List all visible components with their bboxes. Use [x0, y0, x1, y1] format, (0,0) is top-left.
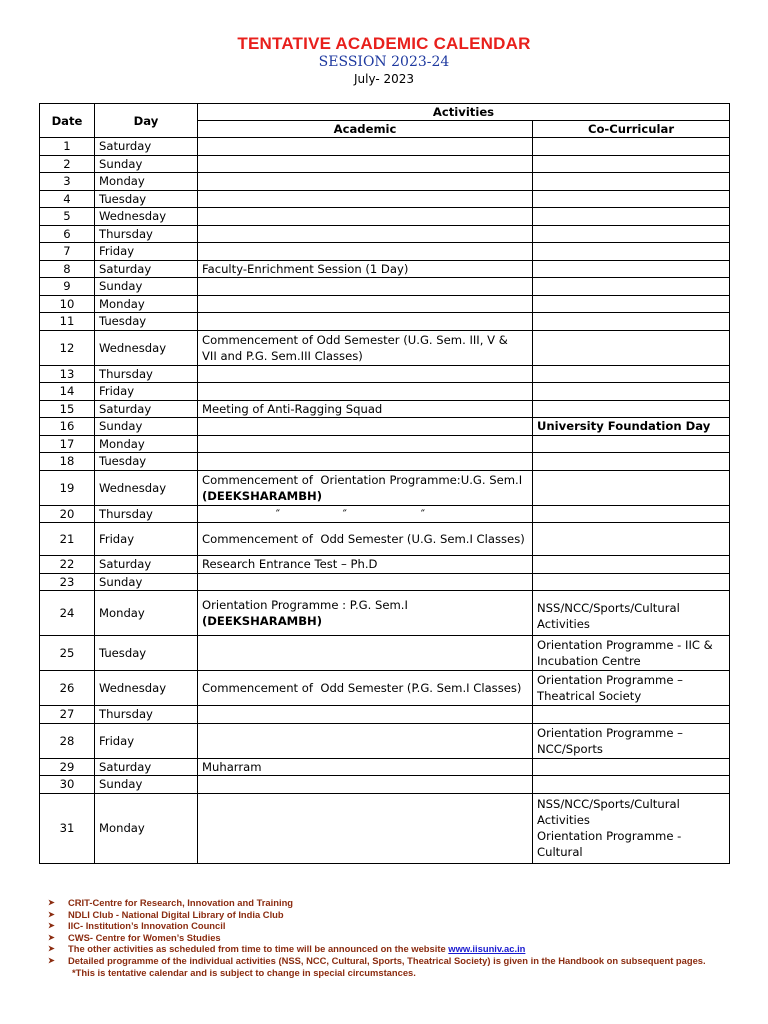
row-cocurricular — [533, 435, 730, 453]
row-academic — [198, 400, 533, 418]
footnotes — [48, 897, 706, 978]
academic-line: VII and P.G. Sem.III Classes) — [202, 348, 363, 363]
footnote-item — [48, 909, 706, 921]
row-cocurricular — [533, 313, 730, 331]
row-day: Sunday — [95, 278, 198, 296]
bullet-icon: ➤ — [48, 932, 55, 942]
academic-line: ″ ″ ″ — [202, 506, 426, 521]
row-day: Sunday — [95, 418, 198, 436]
academic-line: Commencement of Odd Semester (P.G. Sem.I Classes) — [202, 681, 522, 695]
table-row — [40, 556, 730, 574]
footnote-item — [48, 920, 706, 932]
row-date: 4 — [40, 190, 95, 208]
calendar-table — [39, 103, 730, 864]
row-date: 1 — [40, 138, 95, 156]
row-date: 30 — [40, 776, 95, 794]
row-academic — [198, 225, 533, 243]
row-day: Wednesday — [95, 470, 198, 505]
bullet-icon: ➤ — [48, 921, 55, 931]
row-date: 31 — [40, 793, 95, 863]
row-day: Friday — [95, 723, 198, 758]
row-day: Tuesday — [95, 636, 198, 671]
row-academic — [198, 723, 533, 758]
row-day: Saturday — [95, 138, 198, 156]
row-day: Thursday — [95, 706, 198, 724]
table-row — [40, 295, 730, 313]
row-cocurricular — [533, 138, 730, 156]
footnote-item — [48, 932, 706, 944]
row-day: Thursday — [95, 365, 198, 383]
row-cocurricular — [533, 591, 730, 636]
table-row — [40, 591, 730, 636]
row-day: Friday — [95, 523, 198, 556]
table-row — [40, 573, 730, 591]
row-date: 12 — [40, 330, 95, 365]
row-cocurricular — [533, 758, 730, 776]
row-cocurricular — [533, 470, 730, 505]
bullet-icon: ➤ — [48, 944, 55, 954]
table-row — [40, 505, 730, 523]
cocurricular-line: Orientation Programme – — [537, 673, 683, 687]
cocurricular-line: University Foundation Day — [537, 419, 711, 434]
row-date: 20 — [40, 505, 95, 523]
row-day: Saturday — [95, 758, 198, 776]
row-day: Thursday — [95, 505, 198, 523]
table-row — [40, 365, 730, 383]
table-row — [40, 453, 730, 471]
row-cocurricular — [533, 671, 730, 706]
row-cocurricular — [533, 295, 730, 313]
row-day: Wednesday — [95, 330, 198, 365]
academic-line: Muharram — [202, 759, 262, 774]
row-date: 9 — [40, 278, 95, 296]
cocurricular-line: Orientation Programme - IIC & — [537, 638, 713, 652]
footnote-text: CWS- Centre for Women’s Studies — [68, 931, 221, 943]
row-day: Sunday — [95, 155, 198, 173]
cocurricular-line: Theatrical Society — [537, 689, 642, 703]
cocurricular-line: Orientation Programme – — [537, 725, 683, 740]
activities-column-header: Activities — [198, 104, 730, 121]
row-cocurricular — [533, 793, 730, 863]
day-column-header: Day — [95, 104, 198, 138]
session-label: SESSION 2023-24 — [318, 54, 450, 70]
table-row — [40, 260, 730, 278]
row-day: Sunday — [95, 776, 198, 794]
row-date: 19 — [40, 470, 95, 505]
row-cocurricular — [533, 383, 730, 401]
academic-line: Commencement of Odd Semester (U.G. Sem. III, V & — [202, 332, 508, 347]
table-row — [40, 671, 730, 706]
row-academic — [198, 758, 533, 776]
row-academic — [198, 671, 533, 706]
row-academic — [198, 505, 533, 523]
calendar-rows — [40, 138, 730, 864]
row-date: 28 — [40, 723, 95, 758]
row-date: 26 — [40, 671, 95, 706]
row-day: Monday — [95, 591, 198, 636]
row-cocurricular — [533, 556, 730, 574]
bullet-icon: ➤ — [48, 955, 55, 965]
row-day: Saturday — [95, 400, 198, 418]
row-academic — [198, 591, 533, 636]
row-academic — [198, 418, 533, 436]
footnote-item — [48, 955, 706, 967]
row-cocurricular — [533, 208, 730, 226]
row-day: Sunday — [95, 573, 198, 591]
academic-bold-line: (DEEKSHARAMBH) — [202, 488, 323, 503]
row-date: 15 — [40, 400, 95, 418]
academic-line: Commencement of Odd Semester (U.G. Sem.I Classes) — [202, 532, 525, 546]
row-cocurricular — [533, 706, 730, 724]
footnote-text: IIC- Institution’s Innovation Council — [68, 920, 226, 932]
academic-line: Meeting of Anti-Ragging Squad — [202, 401, 383, 416]
row-academic — [198, 208, 533, 226]
row-academic — [198, 173, 533, 191]
row-day: Friday — [95, 383, 198, 401]
row-date: 5 — [40, 208, 95, 226]
row-academic — [198, 636, 533, 671]
row-academic — [198, 330, 533, 365]
row-academic — [198, 435, 533, 453]
footnote-text: NDLI Club - National Digital Library of India Club — [68, 908, 284, 920]
cocurricular-line: Orientation Programme - — [537, 829, 682, 843]
row-academic — [198, 278, 533, 296]
row-cocurricular — [533, 505, 730, 523]
table-row — [40, 173, 730, 191]
row-cocurricular — [533, 243, 730, 261]
row-date: 14 — [40, 383, 95, 401]
row-date: 13 — [40, 365, 95, 383]
table-row — [40, 418, 730, 436]
cocurricular-line: Activities — [537, 813, 590, 827]
table-row — [40, 313, 730, 331]
row-day: Saturday — [95, 260, 198, 278]
row-academic — [198, 243, 533, 261]
row-cocurricular — [533, 190, 730, 208]
table-row — [40, 225, 730, 243]
table-row — [40, 243, 730, 261]
table-row — [40, 706, 730, 724]
table-row — [40, 470, 730, 505]
row-date: 25 — [40, 636, 95, 671]
table-row — [40, 190, 730, 208]
row-date: 17 — [40, 435, 95, 453]
row-day: Wednesday — [95, 671, 198, 706]
row-date: 24 — [40, 591, 95, 636]
row-cocurricular — [533, 453, 730, 471]
table-row — [40, 723, 730, 758]
row-day: Friday — [95, 243, 198, 261]
row-academic — [198, 260, 533, 278]
row-date: 22 — [40, 556, 95, 574]
bullet-icon: ➤ — [48, 909, 55, 919]
row-academic — [198, 155, 533, 173]
academic-line: Orientation Programme : P.G. Sem.I — [202, 598, 408, 612]
row-cocurricular — [533, 418, 730, 436]
row-academic — [198, 470, 533, 505]
table-row — [40, 435, 730, 453]
row-academic — [198, 365, 533, 383]
cocurricular-line: Activities — [537, 617, 590, 631]
calendar-title: TENTATIVE ACADEMIC CALENDAR — [237, 34, 531, 53]
row-day: Thursday — [95, 225, 198, 243]
website-note: The other activities as scheduled from time to time will be announced on the website www.iisuniv.ac.in — [68, 943, 526, 955]
row-cocurricular — [533, 155, 730, 173]
cocurricular-column-header: Co-Curricular — [533, 121, 730, 138]
date-column-header: Date — [40, 104, 95, 138]
row-cocurricular — [533, 636, 730, 671]
table-row — [40, 155, 730, 173]
footnote-item — [48, 897, 706, 909]
row-date: 21 — [40, 523, 95, 556]
row-day: Saturday — [95, 556, 198, 574]
row-cocurricular — [533, 278, 730, 296]
table-row — [40, 400, 730, 418]
row-date: 29 — [40, 758, 95, 776]
row-date: 2 — [40, 155, 95, 173]
row-date: 6 — [40, 225, 95, 243]
footnote-text: CRIT-Centre for Research, Innovation and Training — [68, 897, 294, 908]
table-row — [40, 758, 730, 776]
row-academic — [198, 706, 533, 724]
row-cocurricular — [533, 173, 730, 191]
row-academic — [198, 190, 533, 208]
academic-line: Faculty-Enrichment Session (1 Day) — [202, 261, 409, 276]
row-academic — [198, 383, 533, 401]
row-cocurricular — [533, 260, 730, 278]
row-day: Monday — [95, 173, 198, 191]
cocurricular-line: NSS/NCC/Sports/Cultural — [537, 601, 680, 615]
row-academic — [198, 295, 533, 313]
row-day: Tuesday — [95, 313, 198, 331]
handbook-note: Detailed programme of the individual activities (NSS, NCC, Cultural, Sports, Theatrical Society) is given in the Handbook on subsequent pages. — [68, 954, 706, 966]
table-row — [40, 636, 730, 671]
academic-bold-line: (DEEKSHARAMBH) — [202, 614, 323, 628]
row-cocurricular — [533, 330, 730, 365]
table-row — [40, 383, 730, 401]
row-academic — [198, 573, 533, 591]
row-cocurricular — [533, 400, 730, 418]
disclaimer-note: *This is tentative calendar and is subject to change in special circumstances. — [72, 966, 416, 978]
table-row — [40, 776, 730, 794]
footnote-item — [48, 943, 706, 955]
row-date: 11 — [40, 313, 95, 331]
row-cocurricular — [533, 723, 730, 758]
website-link[interactable]: www.iisuniv.ac.in — [448, 943, 526, 955]
row-day: Monday — [95, 295, 198, 313]
row-cocurricular — [533, 523, 730, 556]
row-academic — [198, 556, 533, 574]
row-academic — [198, 313, 533, 331]
academic-line: Commencement of Orientation Programme:U.G. Sem.I — [202, 472, 523, 487]
row-day: Monday — [95, 435, 198, 453]
table-row — [40, 138, 730, 156]
row-academic — [198, 523, 533, 556]
row-academic — [198, 776, 533, 794]
row-academic — [198, 453, 533, 471]
row-day: Tuesday — [95, 453, 198, 471]
row-date: 16 — [40, 418, 95, 436]
row-cocurricular — [533, 225, 730, 243]
row-date: 7 — [40, 243, 95, 261]
row-academic — [198, 793, 533, 863]
table-row — [40, 278, 730, 296]
row-cocurricular — [533, 573, 730, 591]
row-date: 18 — [40, 453, 95, 471]
row-date: 10 — [40, 295, 95, 313]
table-row — [40, 330, 730, 365]
row-day: Tuesday — [95, 190, 198, 208]
cocurricular-line: NCC/Sports — [537, 741, 603, 756]
academic-column-header: Academic — [198, 121, 533, 138]
table-row — [40, 523, 730, 556]
row-day: Wednesday — [95, 208, 198, 226]
row-date: 23 — [40, 573, 95, 591]
table-row — [40, 793, 730, 863]
month-label: July- 2023 — [353, 72, 415, 86]
table-row — [40, 208, 730, 226]
cocurricular-line: NSS/NCC/Sports/Cultural — [537, 797, 680, 811]
cocurricular-line: Incubation Centre — [537, 654, 641, 668]
bullet-icon: ➤ — [48, 898, 55, 907]
row-date: 8 — [40, 260, 95, 278]
footnote-list — [48, 897, 706, 943]
academic-line: Research Entrance Test – Ph.D — [202, 557, 378, 572]
row-day: Monday — [95, 793, 198, 863]
row-academic — [198, 138, 533, 156]
row-cocurricular — [533, 776, 730, 794]
row-date: 27 — [40, 706, 95, 724]
row-cocurricular — [533, 365, 730, 383]
row-date: 3 — [40, 173, 95, 191]
cocurricular-line: Cultural — [537, 845, 583, 859]
